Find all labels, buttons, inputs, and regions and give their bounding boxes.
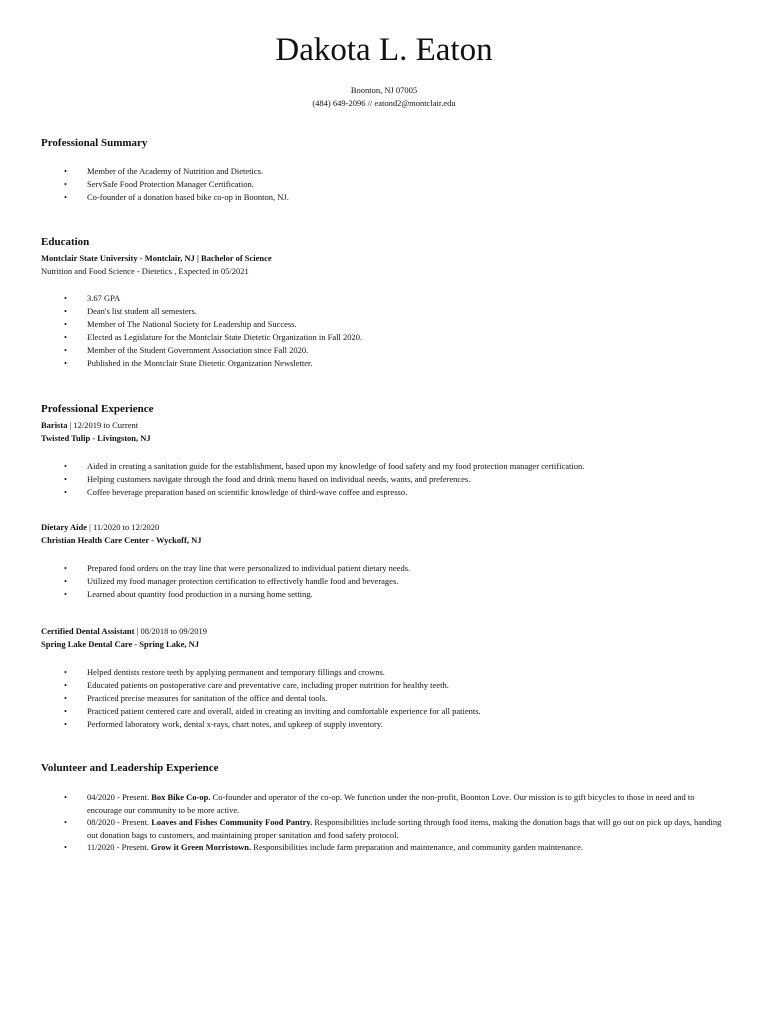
list-item: • Educated patients on postoperative care and preventative care, including proper nutrition for healthy teeth. bbox=[64, 679, 729, 692]
job-dates: | 12/2019 to Current bbox=[67, 420, 139, 430]
job-employer: Twisted Tulip - Livingston, NJ bbox=[41, 433, 151, 443]
list-item: • 3.67 GPA bbox=[64, 292, 729, 305]
volunteer-description: Responsibilities include farm preparation and maintenance, and community garden maintenance. bbox=[251, 842, 584, 853]
volunteer-org: Box Bike Co-op. bbox=[151, 792, 211, 802]
contact-phone-email: (484) 649-2096 // eatond2@montclair.edu bbox=[312, 98, 456, 108]
job-title-line bbox=[41, 625, 207, 637]
list-item: • Helped dentists restore teeth by applying permanent and temporary fillings and crowns. bbox=[64, 666, 729, 679]
list-item: • Coffee beverage preparation based on scientific knowledge of third-wave coffee and espresso. bbox=[64, 486, 729, 499]
list-item: • Prepared food orders on the tray line that were personalized to individual patient dietary needs. bbox=[64, 562, 729, 575]
list-item: • Utilized my food manager protection certification to effectively handle food and beverages. bbox=[64, 575, 729, 588]
job-employer: Christian Health Care Center - Wyckoff, NJ bbox=[41, 535, 202, 545]
list-item bbox=[64, 841, 729, 854]
education-program: Nutrition and Food Science - Dietetics , Expected in 05/2021 bbox=[41, 266, 249, 276]
job-dates: | 11/2020 to 12/2020 bbox=[87, 522, 160, 532]
list-item bbox=[64, 791, 729, 816]
job-title-line bbox=[41, 419, 138, 431]
list-item: • Aided in creating a sanitation guide for the establishment, based upon my knowledge of food safety and my food protection manager certification. bbox=[64, 460, 729, 473]
volunteer-description: Responsibilities include sorting through food items, making the donation bags that will go out on pick up days, handing out donation bags to customers, and maintaining proper sanitation and food safety protocol. bbox=[87, 817, 722, 840]
job-duties-list bbox=[64, 562, 729, 601]
list-item: • Member of the Student Government Association since Fall 2020. bbox=[64, 344, 729, 357]
volunteer-org: Loaves and Fishes Community Food Pantry. bbox=[151, 817, 313, 828]
list-item: • Practiced precise measures for sanitation of the office and dental tools. bbox=[64, 692, 729, 705]
job-title: Certified Dental Assistant bbox=[41, 626, 135, 636]
list-item: • ServSafe Food Protection Manager Certification. bbox=[64, 178, 729, 191]
list-item: • Learned about quantity food production in a nursing home setting. bbox=[64, 588, 729, 601]
job-title-line bbox=[41, 521, 159, 533]
education-list bbox=[64, 292, 729, 370]
summary-heading: Professional Summary bbox=[41, 137, 148, 149]
job-title: Dietary Aide bbox=[41, 522, 88, 532]
job-title: Barista bbox=[41, 420, 68, 430]
job-employer: Spring Lake Dental Care - Spring Lake, NJ bbox=[41, 639, 200, 649]
volunteer-description: Co-founder and operator of the co-op. We function under the non-profit, Boonton Love. Our mission is to gift bicycles to those in need and to encourage our community to be more active. bbox=[87, 792, 695, 815]
volunteer-heading: Volunteer and Leadership Experience bbox=[41, 762, 219, 774]
list-item: • Helping customers navigate through the food and drink menu based on individual needs, wants, and preferences. bbox=[64, 473, 729, 486]
volunteer-dates: 04/2020 - Present. bbox=[87, 792, 152, 802]
list-item: • Elected as Legislature for the Montclair State Dietetic Organization in Fall 2020. bbox=[64, 331, 729, 344]
job-duties-list bbox=[64, 666, 729, 731]
education-school: Montclair State University - Montclair, NJ | Bachelor of Science bbox=[41, 253, 272, 263]
list-item: • Practiced patient centered care and overall, aided in creating an inviting and comfortable experience for all patients. bbox=[64, 705, 729, 718]
volunteer-dates: 08/2020 - Present. bbox=[87, 817, 152, 828]
list-item: • Member of the Academy of Nutrition and Dietetics. bbox=[64, 165, 729, 178]
list-item: • Performed laboratory work, dental x-rays, chart notes, and upkeep of supply inventory. bbox=[64, 718, 729, 731]
contact-location: Boonton, NJ 07005 bbox=[350, 85, 418, 95]
volunteer-list bbox=[64, 791, 729, 854]
list-item: • Member of The National Society for Leadership and Success. bbox=[64, 318, 729, 331]
job-dates: | 08/2018 to 09/2019 bbox=[134, 626, 208, 636]
list-item: • Co-founder of a donation based bike co-op in Boonton, NJ. bbox=[64, 191, 729, 204]
volunteer-dates: 11/2020 - Present. bbox=[87, 842, 151, 853]
list-item bbox=[64, 816, 729, 841]
education-heading: Education bbox=[41, 236, 90, 248]
experience-heading: Professional Experience bbox=[41, 403, 154, 415]
list-item: • Dean's list student all semesters. bbox=[64, 305, 729, 318]
list-item: • Published in the Montclair State Dietetic Organization Newsletter. bbox=[64, 357, 729, 370]
volunteer-org: Grow it Green Morristown. bbox=[150, 842, 252, 853]
job-duties-list bbox=[64, 460, 729, 499]
candidate-name: Dakota L. Eaton bbox=[275, 32, 493, 68]
summary-list bbox=[64, 165, 729, 204]
